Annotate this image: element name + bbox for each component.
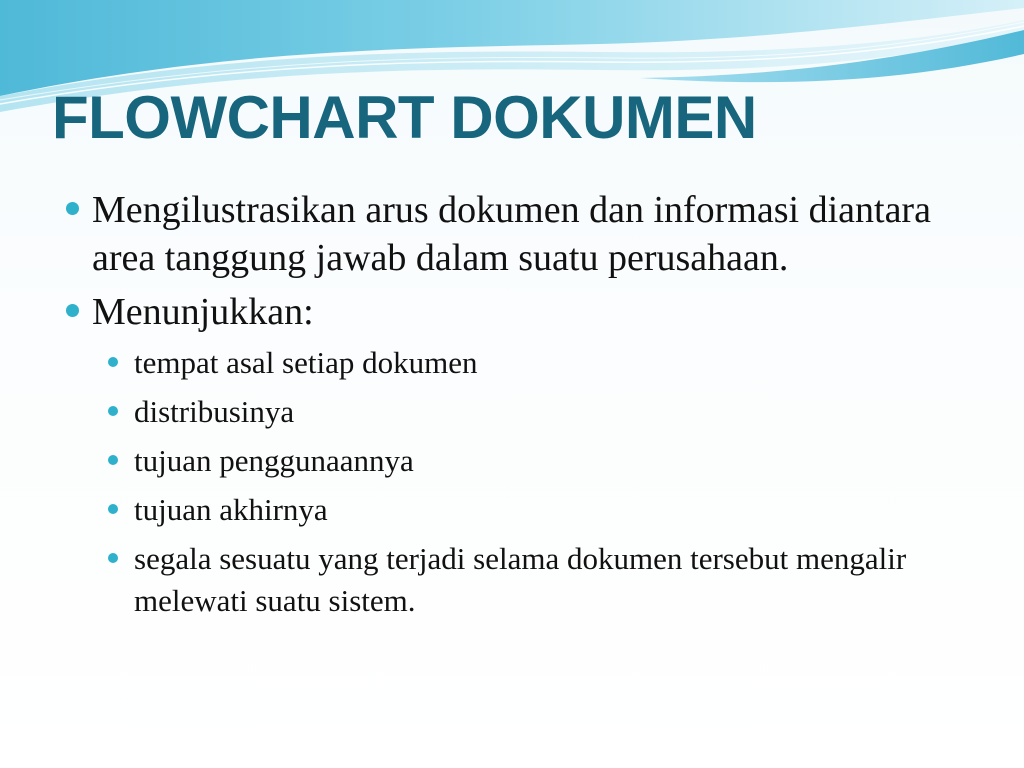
- sub-bullet-text: tujuan akhirnya: [134, 492, 328, 527]
- bullet-item: [62, 288, 962, 336]
- sub-bullet-text: tempat asal setiap dokumen: [134, 345, 478, 380]
- sub-bullet-list: [62, 342, 962, 622]
- bullet-dot-icon: [66, 304, 79, 317]
- sub-bullet-item: [104, 440, 962, 482]
- bullet-dot-icon: [108, 406, 118, 416]
- bullet-list: [62, 186, 962, 629]
- sub-bullet-text: distribusinya: [134, 394, 295, 429]
- sub-bullet-item: [104, 342, 962, 384]
- sub-bullet-text: tujuan penggunaannya: [134, 443, 414, 478]
- sub-bullet-text: segala sesuatu yang terjadi selama dokumen tersebut mengalir melewati suatu sistem.: [134, 541, 907, 618]
- bullet-dot-icon: [108, 504, 118, 514]
- sub-bullet-item: [104, 489, 962, 531]
- sub-bullet-item: [104, 538, 962, 622]
- bullet-dot-icon: [66, 202, 79, 215]
- bullet-text: Mengilustrasikan arus dokumen dan informasi diantara area tanggung jawab dalam suatu perusahaan.: [92, 189, 931, 279]
- bullet-item: [62, 186, 962, 282]
- slide-title: FLOWCHART DOKUMEN: [52, 84, 757, 151]
- bullet-dot-icon: [108, 357, 118, 367]
- bullet-text: Menunjukkan:: [92, 291, 314, 333]
- bullet-dot-icon: [108, 455, 118, 465]
- sub-bullet-item: [104, 391, 962, 433]
- bullet-dot-icon: [108, 553, 118, 563]
